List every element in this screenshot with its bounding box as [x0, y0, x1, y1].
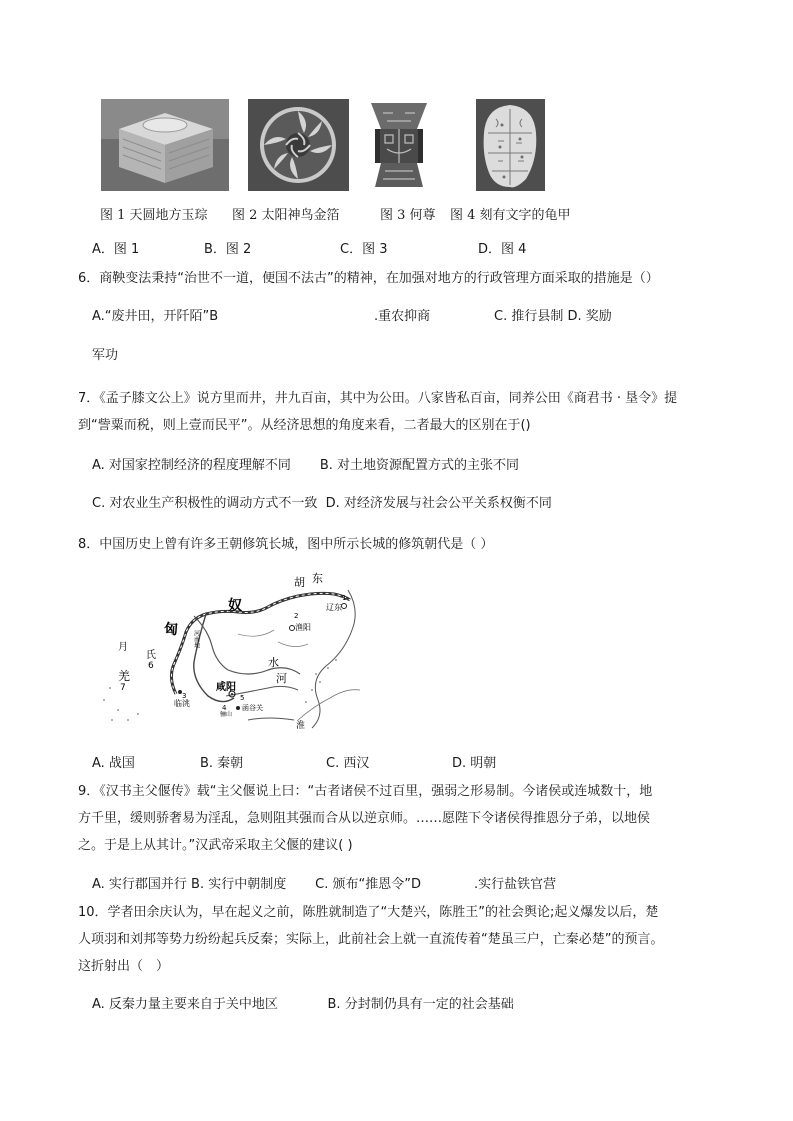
map-label-hangu: 函谷关: [242, 704, 263, 712]
map-label-n7: 7: [120, 683, 126, 693]
q8-option-d[interactable]: D. 明朝: [452, 756, 497, 771]
q9-stem-line-3: 之。于是上从其计。”汉武帝采取主父偃的建议( ): [78, 838, 353, 853]
map-label-n6: 6: [148, 661, 154, 671]
q6-option-c-d[interactable]: C. 推行县制 D. 奖励: [494, 309, 612, 324]
map-label-dong: 东: [312, 572, 323, 585]
map-label-n2: 2: [294, 612, 299, 620]
q10-stem-line-1: 10．学者田余庆认为，早在起义之前，陈胜就制造了“大楚兴，陈胜王”的社会舆论;起义爆发以后，楚: [78, 905, 659, 920]
map-label-xianyang: 咸阳: [216, 682, 236, 693]
q5-option-c[interactable]: C．图 3: [340, 242, 388, 257]
map-label-hu: 胡: [294, 576, 305, 589]
q7-options-a-b[interactable]: A. 对国家控制经济的程度理解不同 B. 对土地资源配置方式的主张不同: [92, 458, 520, 473]
figure-2-sun-bird-gold-foil: [248, 99, 349, 191]
figure-1-caption: 图 1 天圆地方玉琮: [100, 208, 208, 223]
q7-options-c-d[interactable]: C. 对农业生产积极性的调动方式不一致 D. 对经济发展与社会公平关系权衡不同: [92, 496, 552, 511]
q9-stem-line-2: 方千里，缓则骄奢易为淫乱，急则阻其强而合从以逆京师。……愿陛下令诸侯得推恩分子弟，以地侯: [78, 811, 651, 826]
map-label-xiong: 匈: [164, 622, 178, 638]
q9-options-a-b-c[interactable]: A. 实行郡国并行 B. 实行中朝制度 C. 颁布“推恩令”D: [92, 877, 421, 892]
q10-stem-line-3: 这折射出（ ）: [78, 959, 170, 974]
q8-stem: 8．中国历史上曾有许多王朝修筑长城，图中所示长城的修筑朝代是（ ）: [78, 537, 494, 552]
q8-option-b[interactable]: B. 秦朝: [200, 756, 244, 771]
q6-option-a[interactable]: A.“废井田，开阡陌”B: [92, 309, 219, 324]
figure-2-caption: 图 2 太阳神鸟金箔: [232, 208, 340, 223]
q9-stem-line-1: 9．《汉书主父偃传》载“主父偃说上曰：“古者诸侯不过百里，强弱之形易制。今诸侯或连城数十，地: [78, 784, 653, 799]
figure-3-caption: 图 3 何尊: [380, 208, 436, 223]
figure-4-inscribed-turtle-shell: [476, 99, 545, 191]
map-label-linzhao: 临洮: [174, 699, 190, 708]
q7-stem-line-1: 7．《孟子膝文公上》说方里而井，井九百亩，其中为公田。八家皆私百亩，同养公田《商君书 · 垦令》提: [78, 391, 678, 406]
map-label-n3: 3: [182, 692, 187, 700]
map-label-lishan: 骊山: [220, 711, 233, 718]
q5-option-b[interactable]: B．图 2: [204, 242, 252, 257]
q6-option-b[interactable]: .重农抑商: [374, 309, 431, 324]
q5-option-a[interactable]: A．图 1: [92, 242, 140, 257]
q8-option-a[interactable]: A. 战国: [92, 756, 135, 771]
map-label-n1: 1: [342, 594, 347, 602]
map-label-nu: 奴: [228, 598, 242, 614]
q8-option-c[interactable]: C. 西汉: [326, 756, 370, 771]
map-label-qiang: 羌: [118, 669, 131, 683]
map-label-huai: 淮: [296, 721, 306, 730]
q10-options-a-b[interactable]: A. 反秦力量主要来自于关中地区 B. 分封制仍具有一定的社会基础: [92, 997, 514, 1012]
q10-stem-line-2: 人项羽和刘邦等势力纷纷起兵反秦；实际上，此前社会上就一直流传着“楚虽三户，亡秦必楚”的预言。: [78, 932, 664, 947]
q6-option-d-continued: 军功: [92, 348, 119, 363]
map-label-yue: 月: [118, 642, 128, 653]
q9-option-d[interactable]: .实行盐铁官营: [474, 877, 557, 892]
map-label-shi: 氏: [146, 650, 156, 661]
map-label-yuyang: 渔阳: [295, 623, 311, 632]
map-label-liaodong: 辽东: [326, 603, 342, 612]
figure-1-jade-cong: [101, 99, 229, 191]
map-label-henan: 河南地: [192, 630, 200, 648]
q7-stem-line-2: 到“訾粟而税，则上壹而民平”。从经济思想的角度来看，二者最大的区别在于(): [78, 418, 531, 433]
map-label-he: 河: [276, 672, 287, 685]
map-label-n4: 4: [222, 704, 227, 712]
figure-3-he-zun: [357, 99, 441, 191]
great-wall-map: [98, 570, 366, 734]
q6-stem: 6．商鞅变法秉持“治世不一道，便国不法古”的精神，在加强对地方的行政管理方面采取的措施是（）: [78, 271, 659, 286]
q5-option-d[interactable]: D．图 4: [478, 242, 527, 257]
map-label-n5: 5: [240, 694, 245, 702]
figure-4-caption: 图 4 刻有文字的龟甲: [450, 208, 571, 223]
map-label-shui: 水: [268, 656, 279, 669]
